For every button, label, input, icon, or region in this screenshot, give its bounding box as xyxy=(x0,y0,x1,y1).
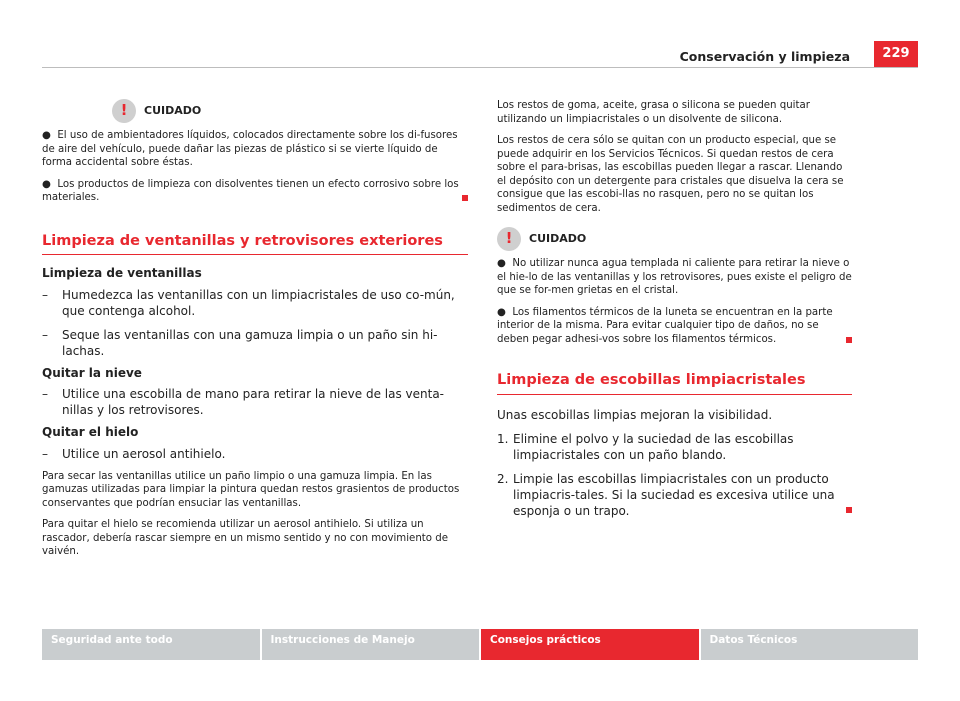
tab-consejos[interactable]: Consejos prácticos xyxy=(481,629,699,660)
caution-box xyxy=(112,99,468,123)
paragraph: Los restos de cera sólo se quitan con un producto especial, que se puede adquirir en los Servicios Técnicos. Si quedan restos de cera sobre el para-brisas, las escobillas pueden llegar a rascar. Llenando el depósito con un detergente para cristales que disuelva la cera se consigue que las escobi-llas no rasquen, pero no se quitan los sedimentos de cera. xyxy=(497,135,844,214)
caution-bullet: ● No utilizar nunca agua templada ni caliente para retirar la nieve o el hie-lo de las ventanillas y los retrovisores, pues existe el peligro de que se for-men grietas en el cristal. xyxy=(497,258,852,296)
list-item: 1. Elimine el polvo y la suciedad de las escobillas limpiacristales con un paño blando. xyxy=(497,431,794,462)
list-item: – Utilice una escobilla de mano para retirar la nieve de las venta-nillas y los retrovisores. xyxy=(42,387,445,417)
page-number: 229 xyxy=(874,41,918,67)
caution-bullet: ● Los filamentos térmicos de la luneta se encuentran en la parte interior de la misma. Para evitar cualquier tipo de daños, no se deben pegar adhesi-vos sobre los filamentos térmicos. xyxy=(497,306,852,347)
end-mark-icon xyxy=(846,507,852,513)
tab-datos[interactable]: Datos Técnicos xyxy=(701,629,919,660)
end-mark-icon xyxy=(846,337,852,343)
list-item: – Seque las ventanillas con una gamuza limpia o un paño sin hi-lachas. xyxy=(42,327,438,358)
tab-seguridad[interactable]: Seguridad ante todo xyxy=(42,629,260,660)
caution-box xyxy=(497,227,852,251)
subheading: Quitar la nieve xyxy=(42,365,142,380)
header-title: Conservación y limpieza xyxy=(679,49,850,64)
tab-instrucciones[interactable]: Instrucciones de Manejo xyxy=(262,629,480,660)
warning-icon: ! xyxy=(497,227,521,251)
right-column xyxy=(497,99,852,527)
paragraph: Para quitar el hielo se recomienda utilizar un aerosol antihielo. Si utiliza un rascador, debería rascar siempre en un mismo sentido y no con movimiento de vaivén. xyxy=(42,519,448,557)
warning-icon: ! xyxy=(112,99,136,123)
paragraph: Para secar las ventanillas utilice un paño limpio o una gamuza limpia. En las gamuzas utilizadas para limpiar la pintura quedan restos grasientos de productos conservantes que podrían ensuciar las ventanillas. xyxy=(42,470,460,509)
caution-bullet: ● Los productos de limpieza con disolventes tienen un efecto corrosivo sobre los materiales. xyxy=(42,178,468,205)
caution-title: CUIDADO xyxy=(144,104,202,118)
section-title: Limpieza de ventanillas y retrovisores exteriores xyxy=(42,235,468,256)
list-item: – Utilice un aerosol antihielo. xyxy=(42,446,226,461)
subheading: Limpieza de ventanillas xyxy=(42,266,202,280)
section-title: Limpieza de escobillas limpiacristales xyxy=(497,374,852,395)
caution-title: CUIDADO xyxy=(529,232,587,246)
paragraph: Los restos de goma, aceite, grasa o silicona se pueden quitar utilizando un limpiacristales o un disolvente de silicona. xyxy=(497,100,810,125)
list-item: 2. Limpie las escobillas limpiacristales con un producto limpiacris-tales. Si la suciedad es excesiva utilice una esponja o un trapo. xyxy=(497,471,852,519)
caution-bullet: ● El uso de ambientadores líquidos, colocados directamente sobre los di-fusores de aire del vehículo, puede dañar las piezas de plástico si se vierte líquido de forma accidental sobre éstas. xyxy=(42,130,458,168)
left-column xyxy=(42,99,468,567)
header-rule xyxy=(42,67,918,68)
intro-text: Unas escobillas limpias mejoran la visibilidad. xyxy=(497,407,773,422)
footer-nav xyxy=(42,629,918,660)
subheading: Quitar el hielo xyxy=(42,425,139,439)
end-mark-icon xyxy=(462,195,468,201)
list-item: – Humedezca las ventanillas con un limpiacristales de uso co-mún, que contenga alcohol. xyxy=(42,287,455,318)
